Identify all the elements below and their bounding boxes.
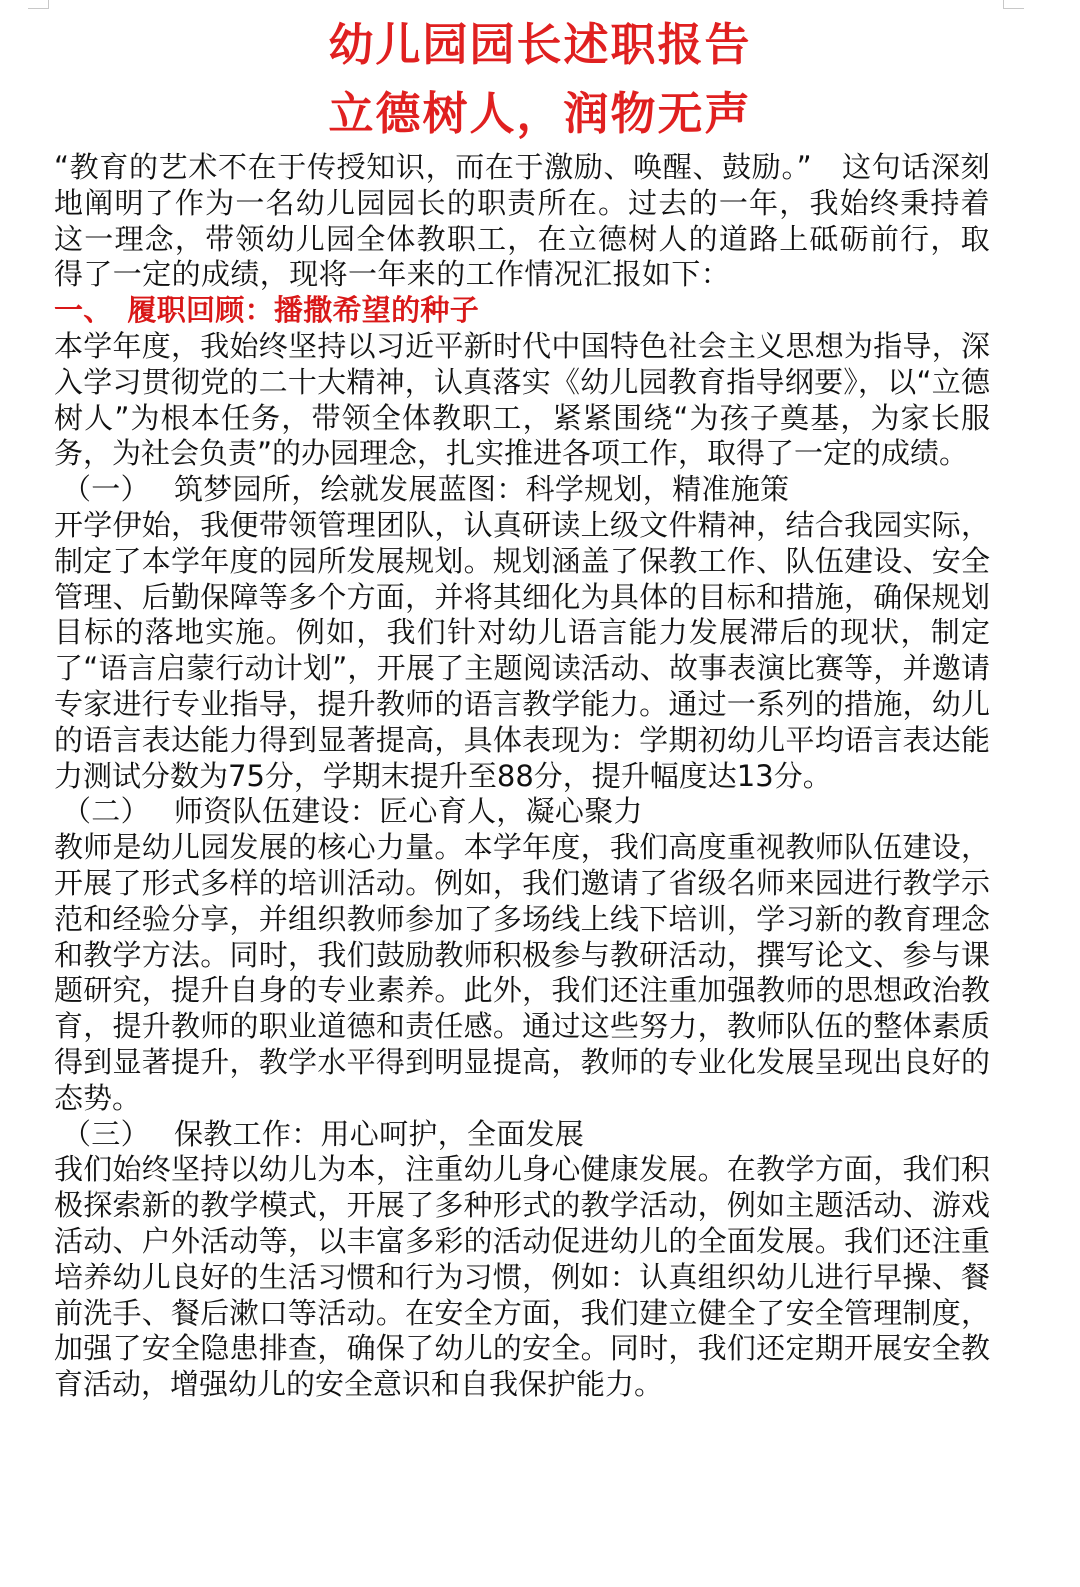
subsection-number: （三）	[62, 1116, 150, 1151]
section-review-paragraph: 本学年度，我始终坚持以习近平新时代中国特色社会主义思想为指导，深入学习贯彻党的二十大精神，认真落实《幼儿园教育指导纲要》，以“立德树人”为根本任务，带领全体教职工，紧紧围绕“为孩子奠基，为家长服务，为社会负责”的办园理念，扎实推进各项工作，取得了一定的成绩。	[54, 328, 990, 471]
intro-paragraph: “教育的艺术不在于传授知识，而在于激励、唤醒、鼓励。” 这句话深刻地阐明了作为一名幼儿园园长的职责所在。过去的一年，我始终秉持着这一理念，带领幼儿园全体教职工，在立德树人的道路上砥砺前行，取得了一定的成绩，现将一年来的工作情况汇报如下：	[54, 150, 990, 292]
report-body	[54, 150, 990, 1403]
crop-mark-right	[1003, 0, 1024, 9]
subsection-title: 师资队伍建设：匠心育人，凝心聚力	[174, 794, 643, 829]
teachers-paragraph: 教师是幼儿园发展的核心力量。本学年度，我们高度重视教师队伍建设，开展了形式多样的培训活动。例如，我们邀请了省级名师来园进行教学示范和经验分享，并组织教师参加了多场线上线下培训，学习新的教育理念和教学方法。同时，我们鼓励教师积极参与教研活动，撰写论文、参与课题研究，提升自身的专业素养。此外，我们还注重加强教师的思想政治教育，提升教师的职业道德和责任感。通过这些努力，教师队伍的整体素质得到显著提升，教学水平得到明显提高，教师的专业化发展呈现出良好的态势。	[54, 830, 990, 1115]
subsection-heading-planning	[54, 472, 990, 508]
subsection-heading-care	[54, 1117, 990, 1153]
section-heading-review: 一、 履职回顾：播撒希望的种子	[54, 293, 480, 328]
subsection-title: 保教工作：用心呵护，全面发展	[174, 1116, 585, 1151]
care-paragraph: 我们始终坚持以幼儿为本，注重幼儿身心健康发展。在教学方面，我们积极探索新的教学模式，开展了多种形式的教学活动，例如主题活动、游戏活动、户外活动等，以丰富多彩的活动促进幼儿的全面发展。我们还注重培养幼儿良好的生活习惯和行为习惯，例如：认真组织幼儿进行早操、餐前洗手、餐后漱口等活动。在安全方面，我们建立健全了安全管理制度，加强了安全隐患排查，确保了幼儿的安全。同时，我们还定期开展安全教育活动，增强幼儿的安全意识和自我保护能力。	[54, 1152, 990, 1402]
title-block	[0, 12, 1080, 150]
subsection-number: （一）	[62, 472, 150, 507]
document-subtitle: 立德树人，润物无声	[328, 87, 752, 140]
subsection-title: 筑梦园所，绘就发展蓝图：科学规划，精准施策	[174, 472, 790, 507]
crop-mark-left	[28, 0, 49, 9]
document-title: 幼儿园园长述职报告	[328, 18, 752, 71]
subsection-number: （二）	[62, 794, 150, 829]
planning-paragraph: 开学伊始，我便带领管理团队，认真研读上级文件精神，结合我园实际，制定了本学年度的园所发展规划。规划涵盖了保教工作、队伍建设、安全管理、后勤保障等多个方面，并将其细化为具体的目标和措施，确保规划目标的落地实施。例如，我们针对幼儿语言能力发展滞后的现状，制定了“语言启蒙行动计划”，开展了主题阅读活动、故事表演比赛等，并邀请专家进行专业指导，提升教师的语言教学能力。通过一系列的措施，幼儿的语言表达能力得到显著提高，具体表现为：学期初幼儿平均语言表达能力测试分数为75分，学期末提升至88分，提升幅度达13分。	[54, 507, 990, 793]
subsection-heading-teachers	[54, 794, 990, 830]
